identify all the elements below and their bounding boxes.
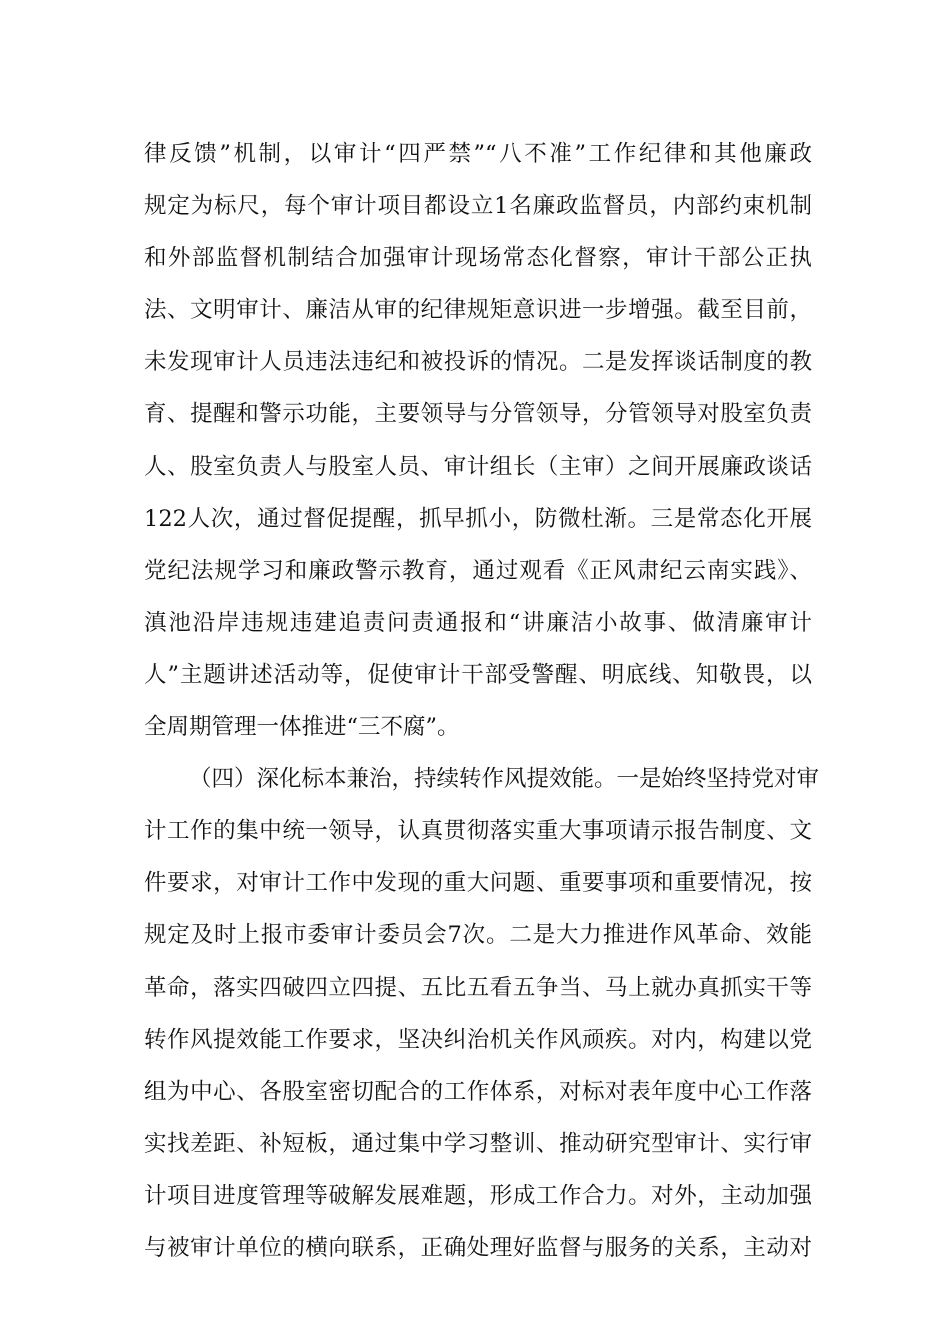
text-line: 实找差距、补短板，通过集中学习整训、推动研究型审计、实行审 xyxy=(144,1130,812,1157)
text-line: 计工作的集中统一领导，认真贯彻落实重大事项请示报告制度、文 xyxy=(144,818,812,845)
text-line: 件要求，对审计工作中发现的重大问题、重要事项和重要情况，按 xyxy=(144,870,812,897)
text-line: 计项目进度管理等破解发展难题，形成工作合力。对外，主动加强 xyxy=(144,1182,812,1209)
paragraph-discipline xyxy=(144,128,812,753)
text-line: 与被审计单位的横向联系，正确处理好监督与服务的关系，主动对 xyxy=(144,1234,812,1261)
text-line: 律反馈”机制，以审计“四严禁”“八不准”工作纪律和其他廉政 xyxy=(144,141,812,167)
text-line: 人、股室负责人与股室人员、审计组长（主审）之间开展廉政谈话 xyxy=(144,453,812,480)
text-line: 人”主题讲述活动等，促使审计干部受警醒、明底线、知敬畏，以 xyxy=(144,661,812,688)
text-line: 未发现审计人员违法违纪和被投诉的情况。二是发挥谈话制度的教 xyxy=(144,349,812,376)
text-line: 育、提醒和警示功能，主要领导与分管领导，分管领导对股室负责 xyxy=(144,401,812,428)
text-line: 规定为标尺，每个审计项目都设立1名廉政监督员，内部约束机制 xyxy=(144,193,812,220)
text-line: 组为中心、各股室密切配合的工作体系，对标对表年度中心工作落 xyxy=(144,1078,812,1105)
text-line: 全周期管理一体推进“三不腐”。 xyxy=(144,714,460,741)
text-line: 党纪法规学习和廉政警示教育，通过观看《正风肃纪云南实践》、 xyxy=(144,557,812,584)
text-line: 法、文明审计、廉洁从审的纪律规矩意识进一步增强。截至目前， xyxy=(144,297,812,324)
section-heading-line: （四）深化标本兼治，持续转作风提效能。一是始终坚持党对审 xyxy=(189,766,820,793)
text-line: 革命，落实四破四立四提、五比五看五争当、马上就办真抓实干等 xyxy=(144,974,812,1001)
text-line: 规定及时上报市委审计委员会7次。二是大力推进作风革命、效能 xyxy=(144,922,812,949)
text-line: 122人次，通过督促提醒，抓早抓小，防微杜渐。三是常态化开展 xyxy=(144,505,812,532)
text-line: 滇池沿岸违规违建追责问责通报和“讲廉洁小故事、做清廉审计 xyxy=(144,609,812,636)
text-line: 转作风提效能工作要求，坚决纠治机关作风顽疾。对内，构建以党 xyxy=(144,1026,812,1053)
paragraph-section-four xyxy=(144,753,820,1274)
text-line: 和外部监督机制结合加强审计现场常态化督察，审计干部公正执 xyxy=(144,245,812,272)
document-body xyxy=(144,128,820,1274)
